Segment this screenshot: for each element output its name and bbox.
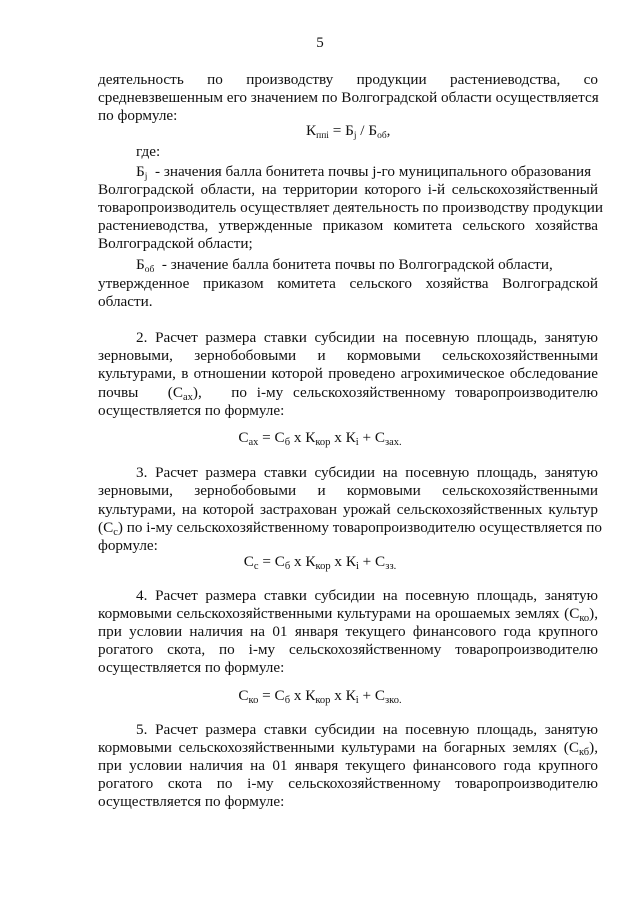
- text-line: рогатого скота, по i-му сельскохозяйственному товаропроизводителю: [98, 641, 598, 658]
- definition-bj: $Б_j$ - значения балла бонитета почвы j-го муниципального образования: [136, 163, 592, 182]
- text-line-cc: $(С_с)$ по i-му сельскохозяйственному товаропроизводителю осуществляется по: [98, 519, 602, 538]
- definition-bob: $Б_{об}$ - значение балла бонитета почвы по Волгоградской области,: [136, 256, 553, 275]
- text-line: Волгоградской области;: [98, 235, 253, 252]
- text-line: при условии наличия на 01 января текущего финансового года крупного: [98, 623, 598, 640]
- text-line: осуществляется по формуле:: [98, 793, 285, 810]
- text-line: культурами, в отношении которой проведено агрохимическое обследование: [98, 365, 598, 382]
- formula-k-ppi: $К_{ппi} = Б_j / Б_{об}$,: [306, 122, 391, 141]
- text-line: зерновыми, зернобобовыми и кормовыми сельскохозяйственными: [98, 347, 598, 364]
- text-line: осуществляется по формуле:: [98, 402, 285, 419]
- text-line: культурами, на которой застрахован урожай сельскохозяйственных культур: [98, 501, 598, 518]
- text-line: Волгоградской области, на территории которого i-й сельскохозяйственный: [98, 181, 598, 198]
- text-line: формуле:: [98, 537, 158, 554]
- text-line: рогатого скота по i-му сельскохозяйственному товаропроизводителю: [98, 775, 598, 792]
- formula-cko: $С_{ко} = С_б$ х $К_{кор}$ х $К_i + С_{зко.}$: [238, 687, 402, 706]
- text-line: деятельность по производству продукции растениеводства, со: [98, 71, 598, 88]
- text-line: где:: [136, 143, 161, 160]
- text-line: 5. Расчет размера ставки субсидии на посевную площадь, занятую: [136, 721, 598, 738]
- text-line: товаропроизводитель осуществляет деятельность по производству продукции: [98, 199, 603, 216]
- text-line: по формуле:: [98, 107, 178, 124]
- text-line: утвержденное приказом комитета сельского хозяйства Волгоградской: [98, 275, 598, 292]
- text-line: осуществляется по формуле:: [98, 659, 285, 676]
- text-line: 3. Расчет размера ставки субсидии на посевную площадь, занятую: [136, 464, 598, 481]
- text-line-ckb: кормовыми сельскохозяйственными культурами на богарных землях $(С_{кб})$,: [98, 739, 599, 758]
- formula-cax: $С_{ах} = С_б$ х $К_{кор}$ х $К_i + С_{зах.}$: [238, 429, 402, 448]
- text-line: зерновыми, зернобобовыми и кормовыми сельскохозяйственными: [98, 482, 598, 499]
- text-line: средневзвешенным его значением по Волгоградской области осуществляется: [98, 89, 599, 106]
- text-line: 4. Расчет размера ставки субсидии на посевную площадь, занятую: [136, 587, 598, 604]
- text-line: при условии наличия на 01 января текущего финансового года крупного: [98, 757, 598, 774]
- text-line-cax: почвы $(С_{ах})$, по i-му сельскохозяйственному товаропроизводителю: [98, 384, 599, 403]
- formula-cc: $С_с = С_б$ х $К_{кор}$ х $К_i + С_{зз.}$: [243, 553, 397, 572]
- text-line-cko: кормовыми сельскохозяйственными культурами на орошаемых землях $(С_{ко})$,: [98, 605, 599, 624]
- text-line: 2. Расчет размера ставки субсидии на посевную площадь, занятую: [136, 329, 598, 346]
- text-line: растениеводства, утвержденные приказом комитета сельского хозяйства: [98, 217, 598, 234]
- page-number: 5: [316, 35, 324, 51]
- text-line: области.: [98, 293, 153, 310]
